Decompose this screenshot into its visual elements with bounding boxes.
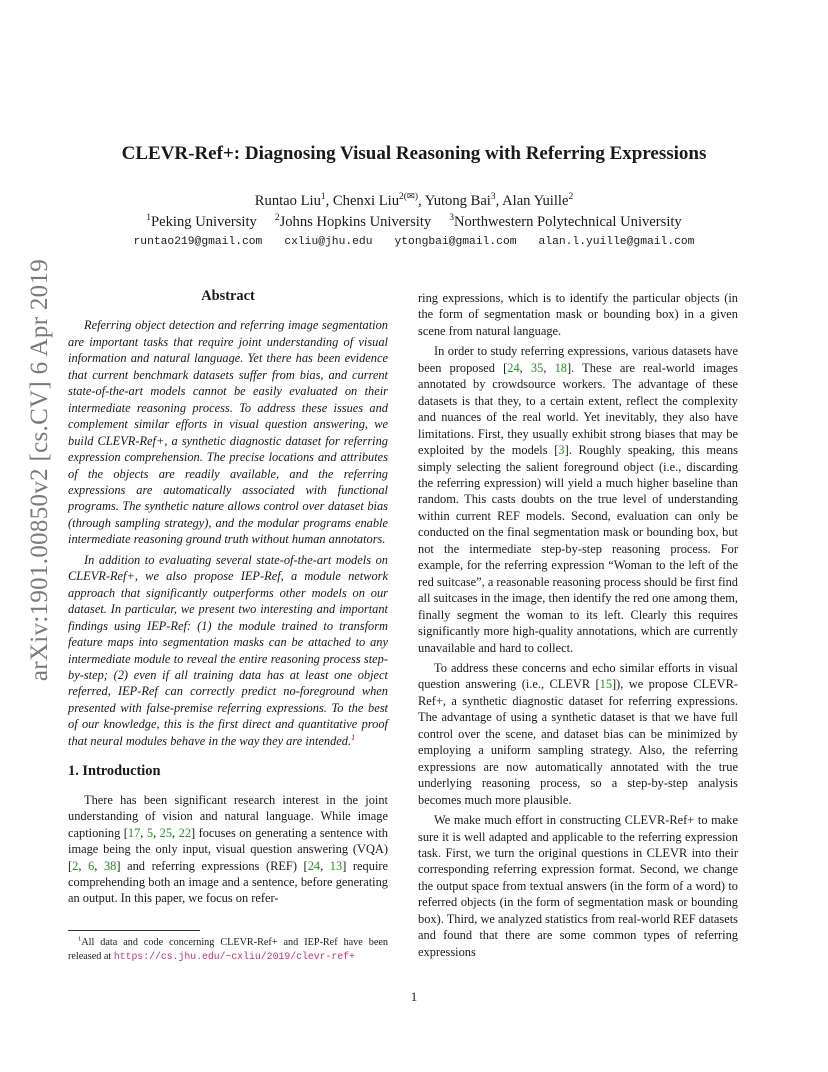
abstract-body bbox=[68, 317, 388, 749]
author-name: Chenxi Liu bbox=[332, 193, 399, 209]
citation-link[interactable]: 22 bbox=[178, 825, 192, 840]
citation-link[interactable]: 18 bbox=[554, 360, 567, 375]
abstract-heading: Abstract bbox=[201, 288, 255, 304]
body-paragraph bbox=[418, 290, 738, 339]
introduction-heading: 1. Introduction bbox=[68, 763, 161, 780]
text-run: Referring object detection and referring image segmentation are important tasks that require joint understanding of visual information and natural language. Yet there has been evidence that current benchmark datasets suffer from bias, and current state-of-the-art models cannot be easily evaluated on their intermediate reasoning process. To address these issues and complement similar efforts in visual question answering, we build CLEVR-Ref+, a synthetic diagnostic dataset for referring expression comprehension. The precise locations and attributes of the objects are readily available, and the referring expressions are automatically associated with functional programs. The synthetic nature allows control over dataset bias (through sampling strategy), and the modular programs enable intermediate reasoning ground truth without human annotators. bbox=[68, 318, 388, 547]
footnote bbox=[68, 930, 388, 964]
author-name: Alan Yuille bbox=[502, 193, 569, 209]
author-affiliation-mark: 2 bbox=[568, 192, 574, 203]
footnote-marker[interactable]: 1 bbox=[351, 732, 356, 742]
citation-link[interactable]: 17 bbox=[127, 825, 141, 840]
author-list bbox=[0, 193, 828, 210]
citation-link[interactable]: 35 bbox=[530, 360, 544, 375]
text-run: ] focuses on generating a sentence with image being the only input, visual question answering (VQA) [ bbox=[68, 825, 388, 873]
email-list bbox=[0, 236, 828, 248]
affiliation bbox=[275, 214, 431, 230]
citation-link[interactable]: 25 bbox=[159, 825, 173, 840]
author-name: Runtao Liu bbox=[254, 193, 321, 209]
author-affiliation-mark: 3 bbox=[490, 192, 496, 203]
citation-link[interactable]: 2 bbox=[72, 858, 79, 873]
body-paragraph bbox=[68, 792, 388, 907]
citation-link[interactable]: 24 bbox=[507, 360, 520, 375]
citation-link[interactable]: 38 bbox=[103, 858, 117, 873]
author-separator: , bbox=[495, 193, 503, 209]
text-run: ring expressions, which is to identify the particular objects (in the form of segmentation mask or bounding box) in a given scene from natural language. bbox=[418, 291, 738, 338]
email-address: alan.l.yuille@gmail.com bbox=[538, 236, 695, 248]
footnote-marker: 1 bbox=[78, 935, 82, 943]
author-affiliation-mark: 2(✉) bbox=[399, 192, 419, 203]
text-run: To address these concerns and echo similar efforts in visual question answering (i.e., CLEVR [ bbox=[418, 660, 738, 692]
affiliation bbox=[449, 214, 682, 230]
text-run: In order to study referring expressions, various datasets have been proposed [ bbox=[418, 344, 738, 375]
text-run: , bbox=[153, 825, 160, 840]
arxiv-id-text: arXiv:1901.00850v2 [cs.CV] 6 Apr 2019 bbox=[26, 258, 54, 682]
body-paragraph bbox=[418, 812, 738, 960]
citation-link[interactable]: 6 bbox=[88, 858, 95, 873]
affiliation-name: Johns Hopkins University bbox=[279, 214, 432, 230]
text-run: ] and referring expressions (REF) [ bbox=[116, 858, 308, 873]
text-run: We make much effort in constructing CLEVR-Ref+ to make sure it is well adapted and applicable to the referring expression task. First, we turn the original questions in CLEVR into their corresponding referring expression format. Second, we change the output space from textual answers (in the form of a word) to referred objects (in the form of segmentation mask or bounding box). Third, we analyzed statistics from real-world REF datasets and found that there are some common types of referring expressions bbox=[418, 813, 738, 959]
affiliation-mark: 1 bbox=[146, 213, 152, 224]
citation-link[interactable]: 15 bbox=[599, 677, 613, 692]
author-separator: , bbox=[418, 193, 425, 209]
body-paragraph bbox=[418, 343, 738, 656]
affiliation bbox=[146, 214, 257, 230]
text-run: ]. These are real-world images annotated by crowdsource workers. The advantage of these datasets is that they, to a certain extent, reflect the complexity and nuances of the real world. Yet inevitably, they also have limitations. First, they usually exhibit strong biases that may be exploited by the models [ bbox=[418, 360, 739, 458]
author-affiliation-mark: 1 bbox=[320, 192, 326, 203]
text-run: In addition to evaluating several state-of-the-art models on CLEVR-Ref+, we also propose IEP-Ref, a module network approach that significantly outperforms other models on our dataset. In particular, we present two interesting and important findings using IEP-Ref: (1) the module trained to transform feature maps into segmentation masks can be attached to any intermediate module to reveal the entire reasoning process step-by-step; (2) even if all training data has at least one object referred, IEP-Ref can correctly predict no-foreground when presented with false-premise referring expressions. To the best of our knowledge, this is the first direct and quantitative proof that neural modules behave in the way they are intended. bbox=[68, 552, 388, 748]
left-column bbox=[68, 288, 388, 907]
text-run: , bbox=[78, 858, 89, 873]
author-separator: , bbox=[325, 193, 333, 209]
text-run: , bbox=[320, 858, 330, 873]
email-address: ytongbai@gmail.com bbox=[394, 236, 517, 248]
text-run: , bbox=[94, 858, 104, 873]
affiliation-mark: 3 bbox=[449, 213, 454, 224]
arxiv-identifier bbox=[20, 258, 60, 682]
text-run: , bbox=[172, 825, 179, 840]
affiliation-mark: 2 bbox=[274, 213, 280, 224]
citation-link[interactable]: 13 bbox=[329, 858, 343, 873]
text-run: ]. Roughly speaking, this means simply selecting the salient foreground object (i.e., discarding the referring expression) will yield a much higher baseline than random. This casts doubts on the true level of understanding within current REF models. Second, evaluation can only be conducted on the final segmentation mask or bounding box, but not the intermediate step-by-step reasoning process. For example, for the referring expression “Woman to the left of the red suitcase”, a reasonable reasoning process should be first find all suitcases in the image, then identify the red one among them, finally segment the woman to its left. Clearly this requires significantly more high-quality annotations, which are currently unavailable and hard to collect. bbox=[418, 443, 738, 655]
affiliation-name: Northwestern Polytechnical University bbox=[453, 214, 682, 230]
introduction-body bbox=[68, 792, 388, 907]
abstract-paragraph bbox=[68, 552, 388, 749]
page-number: 1 bbox=[410, 989, 418, 1004]
paper-title: CLEVR-Ref+: Diagnosing Visual Reasoning with Referring Expressions bbox=[121, 143, 707, 164]
citation-link[interactable]: 3 bbox=[558, 443, 565, 458]
footnote-rule bbox=[68, 930, 200, 931]
affiliation-list bbox=[0, 214, 828, 231]
abstract-paragraph bbox=[68, 317, 388, 547]
text-run: There has been significant research interest in the joint understanding of vision and natural language. While image captioning [ bbox=[68, 792, 388, 840]
text-run: , bbox=[140, 825, 147, 840]
text-run: , bbox=[543, 360, 555, 375]
email-address: runtao219@gmail.com bbox=[133, 236, 263, 248]
footnote-text bbox=[68, 936, 388, 964]
text-run: , bbox=[519, 360, 531, 375]
email-address: cxliu@jhu.edu bbox=[284, 236, 373, 248]
affiliation-name: Peking University bbox=[151, 214, 257, 230]
author-name: Yutong Bai bbox=[424, 193, 491, 209]
citation-link[interactable]: 24 bbox=[307, 858, 321, 873]
right-column bbox=[418, 290, 738, 960]
text-run: ]), we propose CLEVR-Ref+, a synthetic diagnostic dataset for referring expressions. The advantage of using a synthetic dataset is that we have full control over the scene, and dataset bias can be minimized by employing a uniform sampling strategy. Also, the referring expressions are now automatically annotated with the true underlying reasoning process, so a step-by-step analysis becomes much more plausible. bbox=[418, 677, 739, 807]
citation-link[interactable]: 5 bbox=[146, 825, 154, 840]
body-paragraph bbox=[418, 660, 738, 808]
text-run: ] require comprehending both an image and a sentence, before generating an output. In this paper, we focus on refer- bbox=[68, 858, 389, 906]
footnote-body: All data and code concerning CLEVR-Ref+ and IEP-Ref have been released at bbox=[68, 937, 388, 962]
footnote-link[interactable]: https://cs.jhu.edu/~cxliu/2019/clevr-ref+ bbox=[113, 951, 355, 962]
